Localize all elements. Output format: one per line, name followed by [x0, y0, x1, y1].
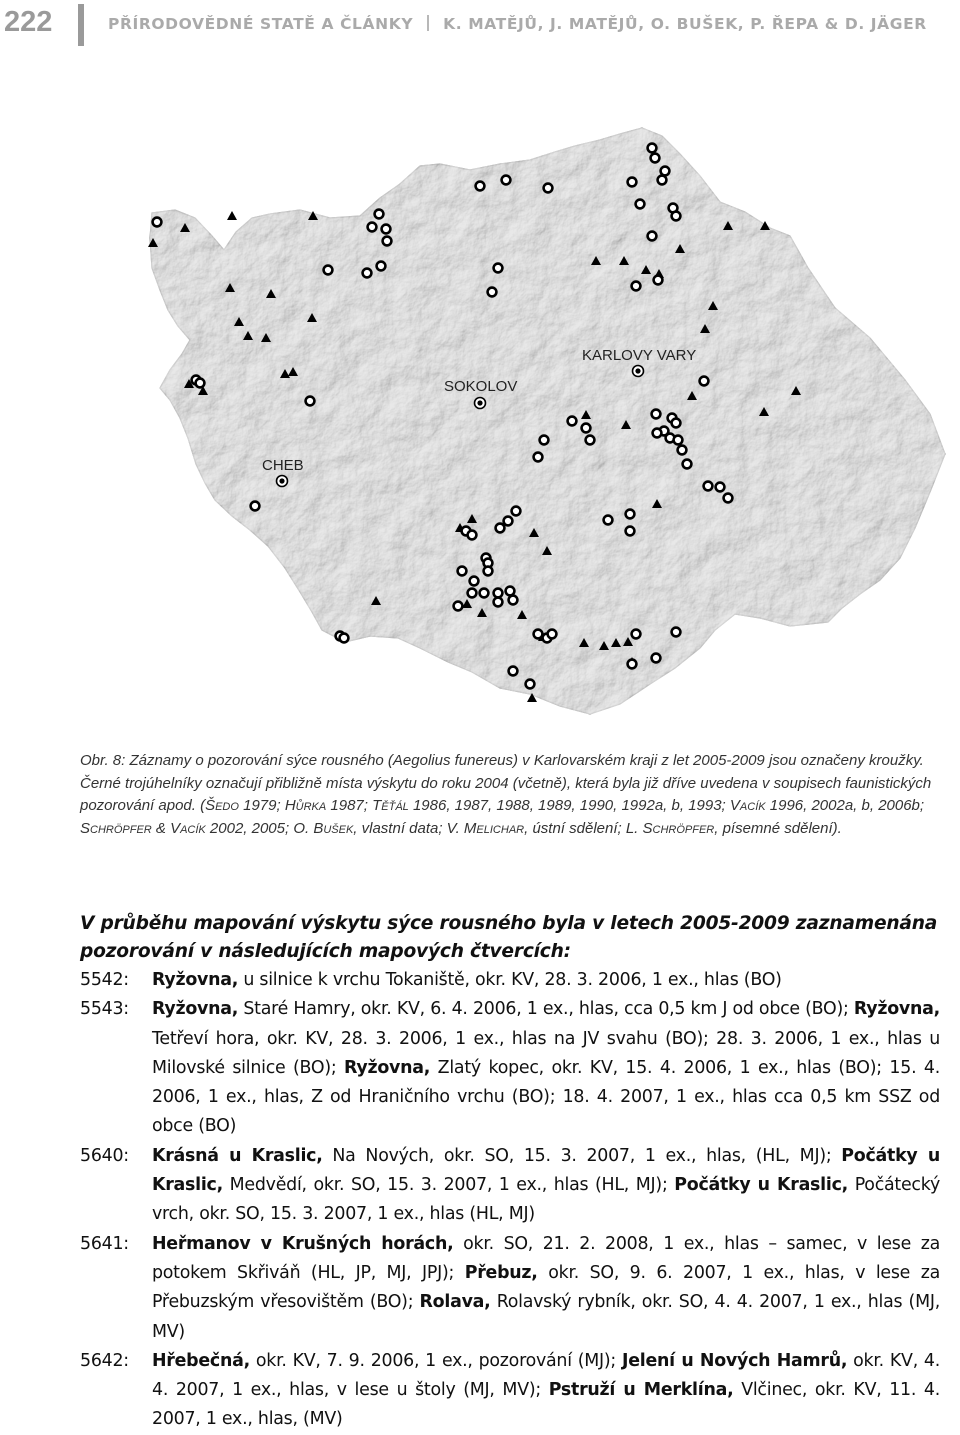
- observation-circle: [626, 510, 635, 519]
- caption-citation: Bušek: [313, 819, 354, 837]
- observation-circle: [496, 524, 505, 533]
- grid-square-entry: [80, 1347, 940, 1435]
- town-label-karlovy-vary: KARLOVY VARY: [582, 347, 697, 364]
- grid-square-code: 5642:: [80, 1350, 129, 1371]
- observation-circle: [468, 589, 477, 598]
- caption-text: , ústní sdělení; L.: [524, 819, 643, 837]
- locality-name: Heřmanov v Krušných horách,: [152, 1233, 454, 1254]
- caption-citation: Těťál: [372, 797, 409, 814]
- observation-circle: [368, 223, 377, 232]
- record-text: Zlatý kopec, okr. KV, 15. 4. 2006, 1 ex., hlas (BO); 15. 4. 2006, 1 ex., hlas, Z od Hraničního vrchu (BO); 18. 4. 2007, 1 ex., hlas cca 0,5 km SSZ od obce (BO): [152, 1057, 940, 1137]
- grid-square-entry: [80, 1230, 940, 1347]
- observation-circle: [652, 410, 661, 419]
- town-marker-dot: [477, 400, 482, 405]
- grid-square-records: [152, 1347, 940, 1435]
- observation-circle: [544, 184, 553, 193]
- observation-circle: [488, 288, 497, 297]
- grid-square-records: [152, 966, 940, 995]
- grid-square-list: [80, 966, 940, 1435]
- observation-circle: [604, 516, 613, 525]
- observation-circle: [672, 419, 681, 428]
- observation-circle: [586, 436, 595, 445]
- region-shape: [150, 128, 958, 738]
- grid-square-records: [152, 1142, 940, 1230]
- observation-circle: [509, 596, 518, 605]
- caption-text: Obr. 8: Záznamy o pozorování sýce rousného (Aegolius funereus) v Karlovarském kraji z let 2005-2009 jsou označeny kroužky. Černé trojúhelníky označují přibližně místa výskytu do roku 2004 (včetně), která byla již dříve uvedena v soupisech faunistických pozorování apod. (: [80, 752, 932, 814]
- observation-circle: [674, 436, 683, 445]
- observation-circle: [377, 262, 386, 271]
- grid-square-code: 5543:: [80, 999, 129, 1020]
- observation-circle: [534, 453, 543, 462]
- article-authors: K. MATĚJŮ, J. MATĚJŮ, O. BUŠEK, P. ŘEPA & D. JÄGER: [443, 15, 927, 33]
- grid-square-code: 5641:: [80, 1233, 129, 1254]
- record-text: okr. SO, 9. 6. 2007, 1 ex., hlas, v lese za Přebuzským vřesovištěm (BO);: [152, 1262, 940, 1313]
- grid-square-entry: [80, 995, 940, 1141]
- observation-circle: [658, 176, 667, 185]
- locality-name: Ryžovna,: [152, 999, 239, 1020]
- header-text: [108, 15, 927, 33]
- caption-text: , písemné sdělení).: [714, 819, 842, 837]
- observation-circle: [672, 628, 681, 637]
- observation-circle: [582, 424, 591, 433]
- locality-name: Ryžovna,: [152, 970, 239, 990]
- observation-circle: [512, 507, 521, 516]
- locality-name: Jelení u Nových Hamrů,: [621, 1350, 848, 1371]
- caption-text: 2002, 2005; O.: [205, 819, 314, 837]
- caption-citation: Hůrka: [284, 797, 327, 814]
- observation-circle: [683, 460, 692, 469]
- observation-circle: [648, 144, 657, 153]
- town-label-cheb: CHEB: [262, 457, 304, 474]
- observation-circle: [494, 589, 503, 598]
- observation-circle: [306, 397, 315, 406]
- observation-circle: [251, 502, 260, 511]
- observation-circle: [548, 630, 557, 639]
- town-label-sokolov: SOKOLOV: [444, 378, 518, 395]
- record-text: okr. KV, 7. 9. 2006, 1 ex., pozorování (MJ);: [249, 1350, 622, 1371]
- grid-square-code: 5542:: [80, 970, 129, 990]
- header-divider: [78, 4, 84, 46]
- observation-circle: [628, 178, 637, 187]
- observation-circle: [153, 218, 162, 227]
- historic-occurrence-triangle: [227, 211, 237, 220]
- locality-name: Přebuz,: [464, 1262, 538, 1283]
- locality-name: Počátky u Kraslic,: [674, 1175, 848, 1196]
- observation-circle: [672, 212, 681, 221]
- observation-circle: [628, 660, 637, 669]
- caption-citation: Šedo: [205, 797, 239, 814]
- observation-circle: [540, 436, 549, 445]
- observation-circle: [484, 567, 493, 576]
- caption-text: 1996, 2002a, b, 2006b;: [765, 797, 925, 814]
- observation-circle: [661, 167, 670, 176]
- observation-circle: [506, 587, 515, 596]
- figure-caption: [80, 750, 940, 840]
- observation-circle: [470, 577, 479, 586]
- grid-square-records: [152, 995, 940, 1141]
- grid-square-entry: [80, 966, 940, 995]
- observation-circle: [458, 567, 467, 576]
- observation-circle: [340, 634, 349, 643]
- record-text: u silnice k vrchu Tokaniště, okr. KV, 28. 3. 2006, 1 ex., hlas (BO): [238, 970, 782, 990]
- observation-circle: [568, 417, 577, 426]
- header-separator: [427, 15, 429, 31]
- observation-circle: [494, 264, 503, 273]
- observation-circle: [724, 494, 733, 503]
- observation-circle: [509, 667, 518, 676]
- grid-square-records: [152, 1230, 940, 1347]
- record-text: Medvědí, okr. SO, 15. 3. 2007, 1 ex., hlas (HL, MJ);: [222, 1175, 675, 1196]
- caption-citation: Vacík: [729, 797, 766, 814]
- observation-circle: [196, 379, 205, 388]
- observation-circle: [454, 602, 463, 611]
- grid-square-entry: [80, 1142, 940, 1230]
- observation-circle: [375, 210, 384, 219]
- observation-circle: [504, 517, 513, 526]
- observation-circle: [468, 531, 477, 540]
- caption-text: 1986, 1987, 1988, 1989, 1990, 1992a, b, 1993;: [408, 797, 730, 814]
- observation-circle: [652, 654, 661, 663]
- observation-circle: [653, 429, 662, 438]
- observation-circle: [632, 630, 641, 639]
- locality-name: Rolava,: [419, 1292, 491, 1313]
- observation-circle: [704, 482, 713, 491]
- observation-circle: [502, 176, 511, 185]
- record-text: Vlčinec, okr. KV, 11. 4. 2007, 1 ex., hlas, (MV): [152, 1380, 940, 1430]
- record-text: Rolavský rybník, okr. SO, 4. 4. 2007, 1 ex., hlas (MJ, MV): [152, 1292, 940, 1342]
- observation-circle: [626, 527, 635, 536]
- caption-text: , vlastní data; V.: [353, 819, 464, 837]
- locality-name: Ryžovna,: [344, 1057, 431, 1078]
- caption-citation: Schröpfer & Vacík: [80, 819, 206, 837]
- running-header: [0, 0, 960, 58]
- locality-name: Ryžovna,: [853, 999, 940, 1020]
- caption-citation: Melichar: [463, 819, 525, 837]
- observation-circle: [632, 282, 641, 291]
- observation-circle: [651, 154, 660, 163]
- observation-circle: [526, 680, 535, 689]
- locality-name: Krásná u Kraslic,: [152, 1145, 323, 1166]
- grid-square-code: 5640:: [80, 1145, 129, 1166]
- observation-circle: [324, 266, 333, 275]
- record-text: Staré Hamry, okr. KV, 6. 4. 2006, 1 ex., hlas, cca 0,5 km J od obce (BO);: [238, 999, 854, 1020]
- record-text: Na Nových, okr. SO, 15. 3. 2007, 1 ex., hlas, (HL, MJ);: [322, 1145, 842, 1166]
- record-text: okr. SO, 21. 2. 2008, 1 ex., hlas – samec, v lese za potokem Skřiváň (HL, JP, MJ, JPJ);: [152, 1233, 940, 1283]
- record-text: Tetřeví hora, okr. KV, 28. 3. 2006, 1 ex., hlas na JV svahu (BO); 28. 3. 2006, 1 ex., hlas u Milovské silnice (BO);: [152, 1028, 940, 1078]
- distribution-map: [0, 118, 960, 738]
- observation-circle: [648, 232, 657, 241]
- locality-name: Hřebečná,: [152, 1350, 250, 1371]
- observation-circle: [534, 630, 543, 639]
- record-text: okr. KV, 4. 4. 2007, 1 ex., hlas, v lese u štoly (MJ, MV);: [152, 1350, 941, 1401]
- observation-circle: [383, 237, 392, 246]
- section-lead: V průběhu mapování výskytu sýce rousného byla v letech 2005-2009 zaznamenána pozorování v následujících mapových čtvercích:: [80, 913, 938, 962]
- locality-name: Pstruží u Merklína,: [548, 1380, 734, 1401]
- section-title: PŘÍRODOVĚDNÉ STATĚ A ČLÁNKY: [108, 15, 414, 33]
- locality-name: Počátky u Kraslic,: [152, 1145, 940, 1196]
- observation-circle: [363, 269, 372, 278]
- observation-circle: [716, 483, 725, 492]
- caption-citation: Schröpfer: [642, 819, 715, 837]
- observation-circle: [480, 589, 489, 598]
- observation-circle: [382, 225, 391, 234]
- town-marker-dot: [635, 368, 640, 373]
- observation-circle: [678, 446, 687, 455]
- map-canvas: [0, 118, 960, 738]
- observation-circle: [494, 598, 503, 607]
- observation-circle: [654, 276, 663, 285]
- observation-circle: [700, 377, 709, 386]
- page-number: 222: [4, 6, 53, 38]
- observation-circle: [476, 182, 485, 191]
- caption-text: 1979;: [238, 797, 285, 814]
- observation-circle: [636, 200, 645, 209]
- caption-text: 1987;: [326, 797, 373, 814]
- record-text: Počátecký vrch, okr. SO, 15. 3. 2007, 1 ex., hlas (HL, MJ): [152, 1175, 940, 1225]
- town-marker-dot: [279, 478, 284, 483]
